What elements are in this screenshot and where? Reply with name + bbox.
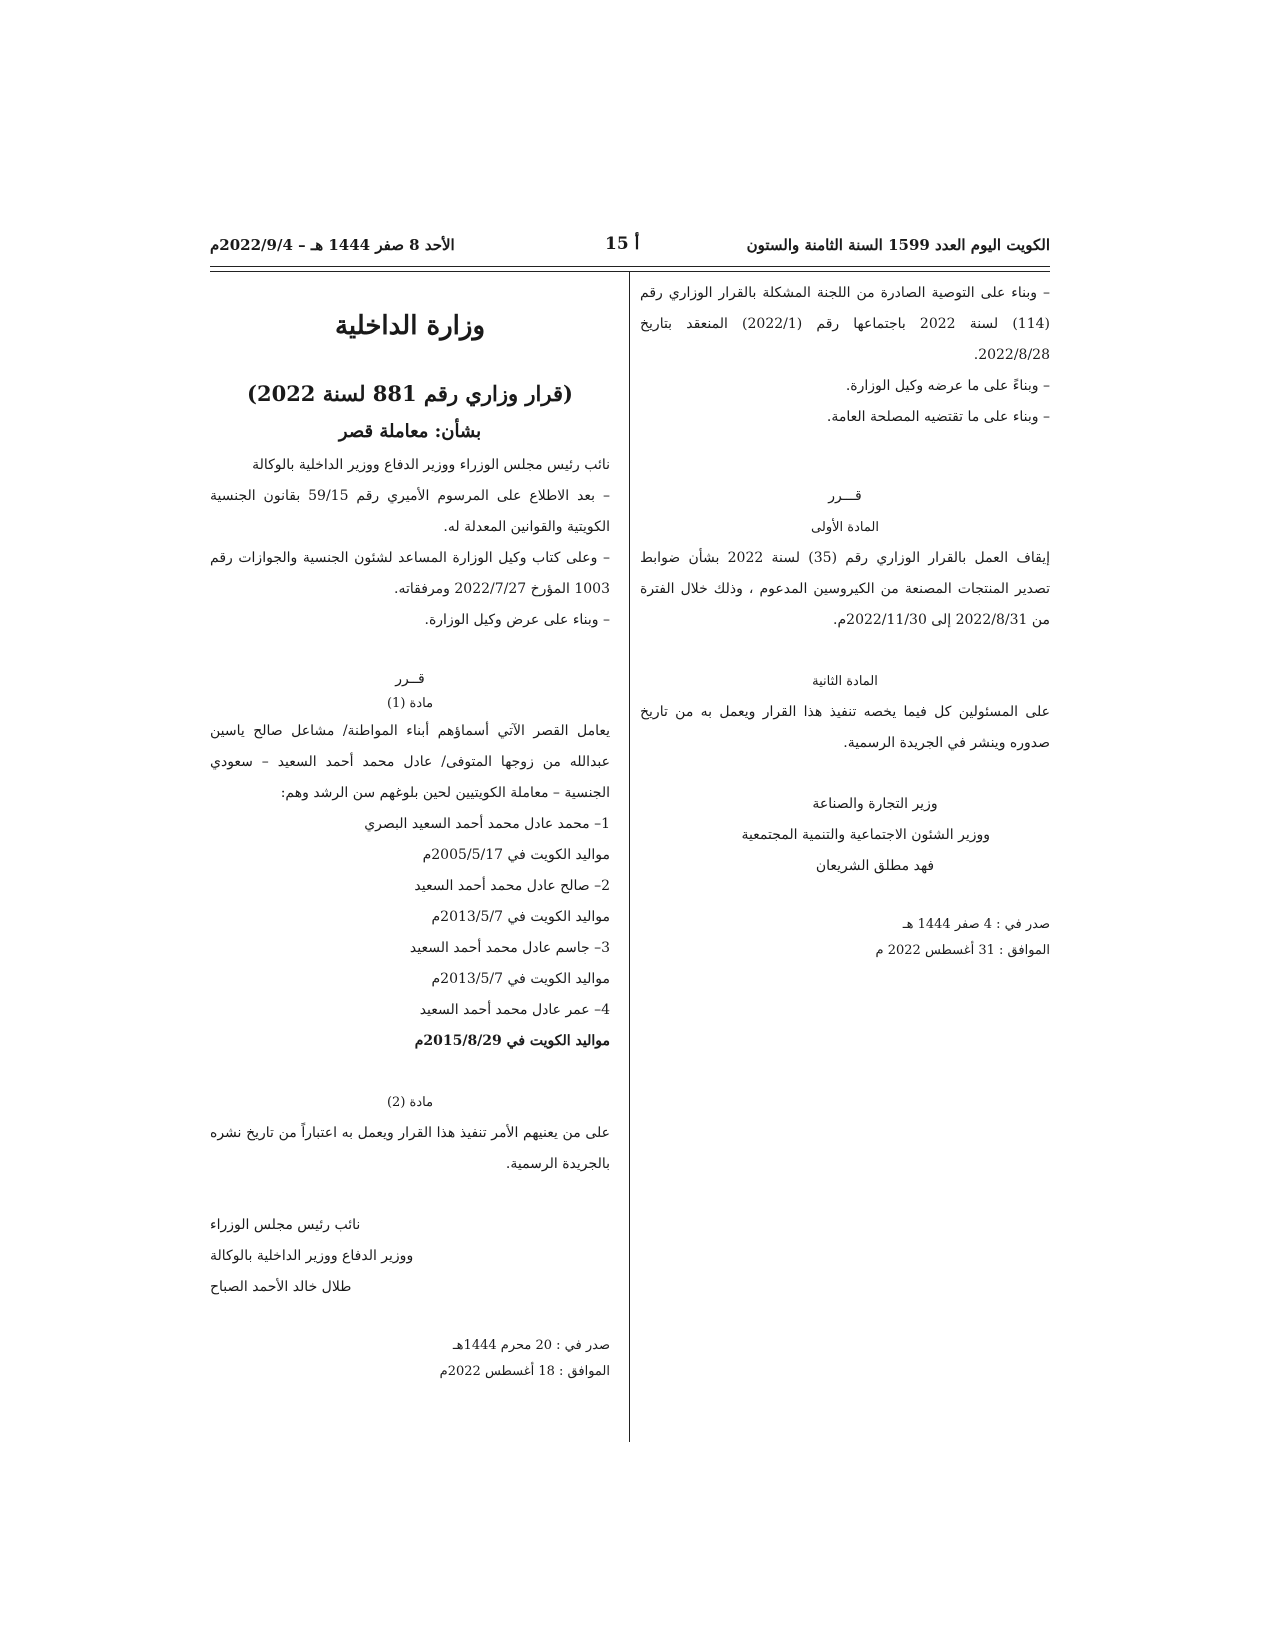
article-title: المادة الثانية [812, 674, 878, 689]
article-title: المادة الأولى [811, 520, 879, 535]
column-divider [629, 272, 630, 1442]
page-header [210, 236, 1050, 260]
article-text: على المسئولين كل فيما يخصه تنفيذ هذا القرار ويعمل به من تاريخ صدوره وينشر في الجريدة الرسمية. [640, 704, 1050, 751]
decree-subject: بشأن: معاملة قصر [338, 421, 482, 442]
preamble-paragraph: – بعد الاطلاع على المرسوم الأميري رقم 59/15 بقانون الجنسية الكويتية والقوانين المعدلة له. [210, 488, 610, 535]
issued-date: صدر في : 4 صفر 1444 هـ [902, 917, 1050, 932]
minors-list [210, 809, 610, 1057]
decided-heading: قــرر [395, 671, 425, 687]
minor-birth: مواليد الكويت في 2013/5/7م [431, 971, 610, 987]
signature-block [210, 1210, 610, 1303]
issue-date-block [640, 912, 1050, 964]
article-title: مادة (2) [386, 1095, 434, 1110]
preamble-line: – وبناء على عرض وكيل الوزارة. [424, 612, 610, 628]
preamble-paragraph: – وعلى كتاب وكيل الوزارة المساعد لشئون الجنسية والجوازات رقم 1003 المؤرخ 2022/7/27 ومرفقاته. [210, 550, 611, 597]
header-rule-top [210, 266, 1050, 267]
issued-date: صدر في : 20 محرم 1444هـ [452, 1338, 610, 1353]
minor-name: 4– عمر عادل محمد أحمد السعيد [419, 1002, 610, 1018]
signature-line: وزير التجارة والصناعة [812, 796, 938, 812]
article-title: مادة (1) [386, 696, 434, 711]
issue-date-block [210, 1333, 610, 1385]
intro-paragraph: – وبناءً على ما عرضه وكيل الوزارة. [845, 378, 1050, 394]
signature-block [741, 789, 990, 882]
decided-heading: قـــرر [828, 488, 862, 504]
signature-line: ووزير الشئون الاجتماعية والتنمية المجتمعية [741, 827, 990, 843]
signature-line: ووزير الدفاع ووزير الداخلية بالوكالة [210, 1248, 414, 1264]
minor-birth: مواليد الكويت في 2005/5/17م [422, 847, 610, 863]
signature-line: نائب رئيس مجلس الوزراء [210, 1217, 361, 1233]
minor-name: 3– جاسم عادل محمد أحمد السعيد [409, 940, 610, 956]
right-column [640, 278, 1050, 964]
corresponding-date: الموافق : 18 أغسطس 2022م [439, 1364, 610, 1379]
signature-name: فهد مطلق الشريعان [815, 858, 935, 874]
header-page-number: أ 15 [605, 234, 640, 254]
decree-title: (قرار وزاري رقم 881 لسنة 2022) [247, 381, 573, 406]
left-column [210, 278, 610, 1385]
header-rule-bottom [210, 271, 1050, 272]
preamble-line: نائب رئيس مجلس الوزراء ووزير الدفاع ووزير الداخلية بالوكالة [252, 457, 610, 473]
article-text: على من يعنيهم الأمر تنفيذ هذا القرار ويعمل به اعتباراً من تاريخ نشره بالجريدة الرسمية. [210, 1125, 610, 1172]
minor-name: 1– محمد عادل محمد أحمد السعيد البصري [364, 816, 610, 832]
signature-name: طلال خالد الأحمد الصباح [210, 1279, 352, 1295]
minor-name: 2– صالح عادل محمد أحمد السعيد [414, 878, 610, 894]
ministry-title: وزارة الداخلية [334, 311, 486, 341]
corresponding-date: الموافق : 31 أغسطس 2022 م [875, 943, 1050, 958]
article-text: يعامل القصر الآتي أسماؤهم أبناء المواطنة/ مشاعل صالح ياسين عبدالله من زوجها المتوفى/ عادل محمد أحمد السعيد – سعودي الجنسية – معاملة الكويتيين لحين بلوغهم سن الرشد وهم: [210, 723, 610, 801]
minor-birth: مواليد الكويت في 2013/5/7م [431, 909, 610, 925]
header-date: الأحد 8 صفر 1444 هـ – 2022/9/4م [210, 236, 455, 254]
intro-paragraph: – وبناء على التوصية الصادرة من اللجنة المشكلة بالقرار الوزاري رقم (114) لسنة 2022 باجتماعها رقم (2022/1) المنعقد بتاريخ 2022/8/28. [640, 285, 1050, 363]
article-text: إيقاف العمل بالقرار الوزاري رقم (35) لسنة 2022 بشأن ضوابط تصدير المنتجات المصنعة من الكيروسين المدعوم ، وذلك خلال الفترة من 2022/8/31 إلى 2022/11/30م. [640, 550, 1050, 628]
minor-birth: مواليد الكويت في 2015/8/29م [414, 1033, 610, 1049]
intro-paragraph: – وبناء على ما تقتضيه المصلحة العامة. [826, 409, 1050, 425]
header-publication: الكويت اليوم العدد 1599 السنة الثامنة والستون [746, 236, 1050, 254]
